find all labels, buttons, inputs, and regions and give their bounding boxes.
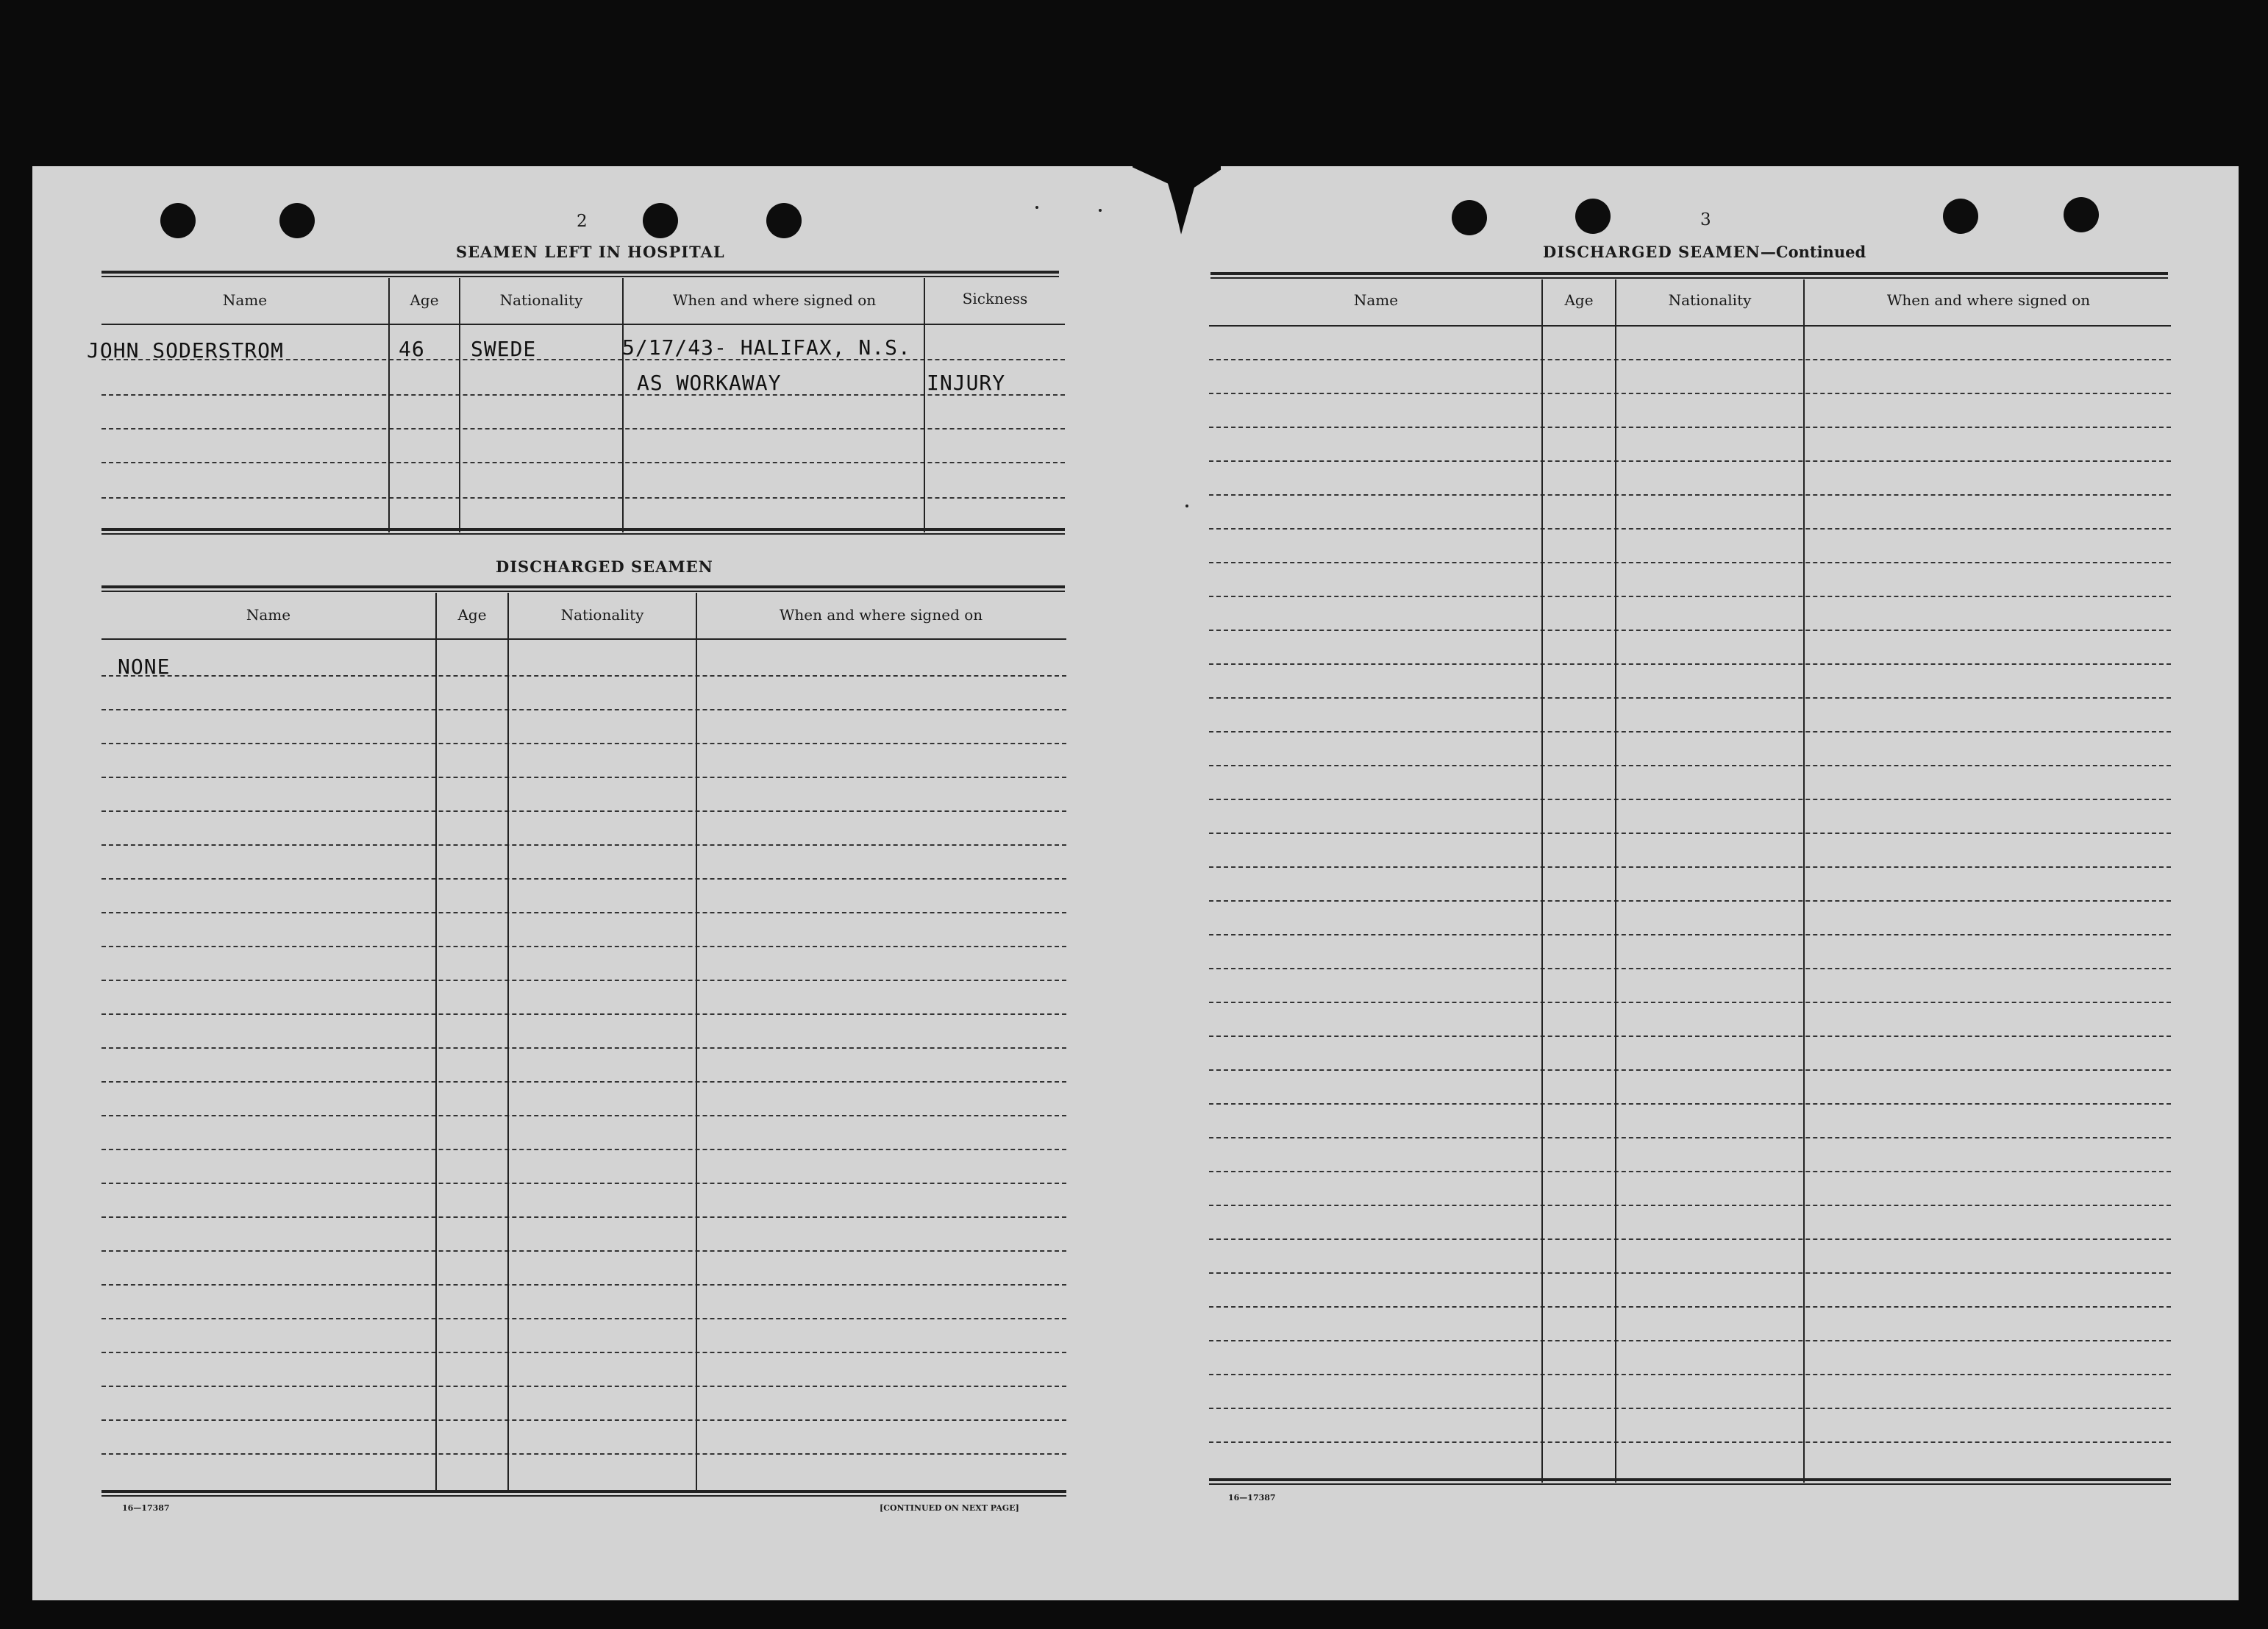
col-header-age: Age bbox=[457, 606, 487, 624]
row-line bbox=[101, 743, 1066, 744]
hospital-section-title: SEAMEN LEFT IN HOSPITAL bbox=[456, 243, 725, 261]
row-line bbox=[101, 878, 1066, 880]
row-line bbox=[1209, 528, 2171, 530]
col-divider bbox=[507, 593, 509, 1493]
row-line bbox=[1209, 697, 2171, 699]
title-main: DISCHARGED SEAMEN bbox=[1543, 243, 1761, 261]
row-line bbox=[1209, 866, 2171, 868]
row-line bbox=[101, 1284, 1066, 1286]
hospital-header-rule bbox=[101, 324, 1065, 325]
row-line bbox=[1209, 1205, 2171, 1206]
hospital-entry-nationality: SWEDE bbox=[471, 337, 537, 361]
row-line bbox=[1209, 1306, 2171, 1308]
punch-hole bbox=[643, 203, 678, 238]
row-line bbox=[101, 709, 1066, 710]
discharged-header-rule bbox=[101, 638, 1066, 640]
row-line bbox=[101, 462, 1065, 463]
hospital-entry-age: 46 bbox=[399, 337, 425, 361]
col-divider bbox=[696, 593, 697, 1493]
right-bottom-rule bbox=[1209, 1478, 2171, 1485]
col-divider bbox=[435, 593, 437, 1493]
row-line bbox=[1209, 1103, 2171, 1105]
hospital-entry-sickness: INJURY bbox=[927, 371, 1006, 395]
right-header-rule bbox=[1209, 325, 2171, 327]
form-number-right: 16—17387 bbox=[1228, 1493, 1276, 1503]
row-line bbox=[101, 946, 1066, 947]
row-line bbox=[1209, 460, 2171, 462]
row-line bbox=[101, 1386, 1066, 1387]
row-line bbox=[101, 1149, 1066, 1150]
punch-hole bbox=[160, 203, 196, 238]
col-divider bbox=[388, 278, 390, 532]
row-line bbox=[1209, 765, 2171, 766]
col-divider bbox=[622, 278, 624, 532]
row-line bbox=[101, 1115, 1066, 1116]
row-line bbox=[1209, 1374, 2171, 1375]
form-number-left: 16—17387 bbox=[122, 1503, 170, 1513]
col-header-age: Age bbox=[410, 291, 439, 309]
row-line bbox=[1209, 900, 2171, 902]
row-line bbox=[101, 1216, 1066, 1218]
hospital-entry-name: JOHN SODERSTROM bbox=[87, 338, 284, 363]
row-line bbox=[101, 844, 1066, 846]
row-line bbox=[1209, 1171, 2171, 1172]
row-line bbox=[101, 1081, 1066, 1083]
row-line bbox=[101, 394, 1065, 396]
continued-note: [CONTINUED ON NEXT PAGE] bbox=[880, 1503, 1019, 1513]
row-line bbox=[1209, 1441, 2171, 1443]
row-line bbox=[1209, 1272, 2171, 1274]
discharged-top-rule bbox=[101, 585, 1065, 592]
col-header-nationality: Nationality bbox=[560, 606, 644, 624]
row-line bbox=[101, 980, 1066, 981]
row-line bbox=[101, 1047, 1066, 1049]
row-line bbox=[1209, 562, 2171, 563]
col-divider bbox=[1615, 279, 1616, 1483]
row-line bbox=[1209, 1035, 2171, 1037]
row-line bbox=[1209, 1408, 2171, 1409]
col-header-nationality: Nationality bbox=[499, 291, 583, 309]
row-line bbox=[101, 1453, 1066, 1455]
col-divider bbox=[924, 278, 925, 532]
row-line bbox=[1209, 427, 2171, 428]
hospital-entry-signed-on-1: 5/17/43- HALIFAX, N.S. bbox=[622, 335, 911, 360]
page-number-left: 2 bbox=[577, 212, 588, 231]
page-number-right: 3 bbox=[1700, 210, 1711, 229]
row-line bbox=[101, 675, 1066, 677]
col-header-sickness: Sickness bbox=[962, 290, 1028, 307]
col-divider bbox=[459, 278, 460, 532]
hospital-entry-signed-on-2: AS WORKAWAY bbox=[637, 371, 782, 395]
title-continued: —Continued bbox=[1760, 243, 1866, 261]
col-header-nationality: Nationality bbox=[1668, 291, 1752, 309]
row-line bbox=[101, 1419, 1066, 1421]
row-line bbox=[101, 428, 1065, 429]
col-header-signed-on: When and where signed on bbox=[672, 291, 877, 309]
row-line bbox=[101, 1352, 1066, 1353]
speck bbox=[1035, 206, 1038, 209]
hospital-top-rule bbox=[101, 271, 1059, 277]
row-line bbox=[1209, 934, 2171, 935]
punch-hole bbox=[1452, 200, 1487, 235]
col-header-signed-on: When and where signed on bbox=[1886, 291, 2091, 309]
col-divider bbox=[1541, 279, 1543, 1483]
punch-hole bbox=[279, 203, 315, 238]
row-line bbox=[1209, 630, 2171, 631]
col-header-name: Name bbox=[1353, 291, 1399, 309]
row-line bbox=[101, 1318, 1066, 1319]
punch-hole bbox=[1943, 199, 1978, 234]
row-line bbox=[1209, 1137, 2171, 1138]
col-divider bbox=[1803, 279, 1805, 1483]
right-top-rule bbox=[1210, 272, 2168, 279]
discharged-continued-title bbox=[1543, 243, 1866, 261]
punch-hole bbox=[1575, 199, 1611, 234]
row-line bbox=[1209, 663, 2171, 665]
punch-hole bbox=[766, 203, 802, 238]
col-header-signed-on: When and where signed on bbox=[779, 606, 983, 624]
discharged-entry-name: NONE bbox=[118, 655, 171, 679]
row-line bbox=[1209, 393, 2171, 394]
hospital-bottom-rule bbox=[101, 528, 1065, 535]
col-header-name: Name bbox=[246, 606, 291, 624]
col-header-name: Name bbox=[222, 291, 268, 309]
row-line bbox=[101, 1183, 1066, 1184]
row-line bbox=[1209, 596, 2171, 597]
speck bbox=[1185, 505, 1188, 507]
col-header-age: Age bbox=[1564, 291, 1594, 309]
row-line bbox=[1209, 833, 2171, 834]
row-line bbox=[101, 777, 1066, 778]
punch-hole bbox=[2064, 197, 2099, 232]
row-line bbox=[1209, 1238, 2171, 1240]
row-line bbox=[1209, 968, 2171, 969]
row-line bbox=[101, 1250, 1066, 1252]
speck bbox=[1099, 209, 1102, 212]
row-line bbox=[101, 1013, 1066, 1015]
discharged-section-title: DISCHARGED SEAMEN bbox=[496, 557, 713, 576]
row-line bbox=[1209, 494, 2171, 496]
row-line bbox=[1209, 359, 2171, 360]
discharged-bottom-rule bbox=[101, 1490, 1066, 1497]
row-line bbox=[1209, 1002, 2171, 1003]
row-line bbox=[1209, 1069, 2171, 1071]
row-line bbox=[1209, 731, 2171, 732]
row-line bbox=[101, 810, 1066, 812]
row-line bbox=[101, 912, 1066, 913]
row-line bbox=[101, 497, 1065, 499]
row-line bbox=[1209, 799, 2171, 800]
row-line bbox=[1209, 1340, 2171, 1341]
